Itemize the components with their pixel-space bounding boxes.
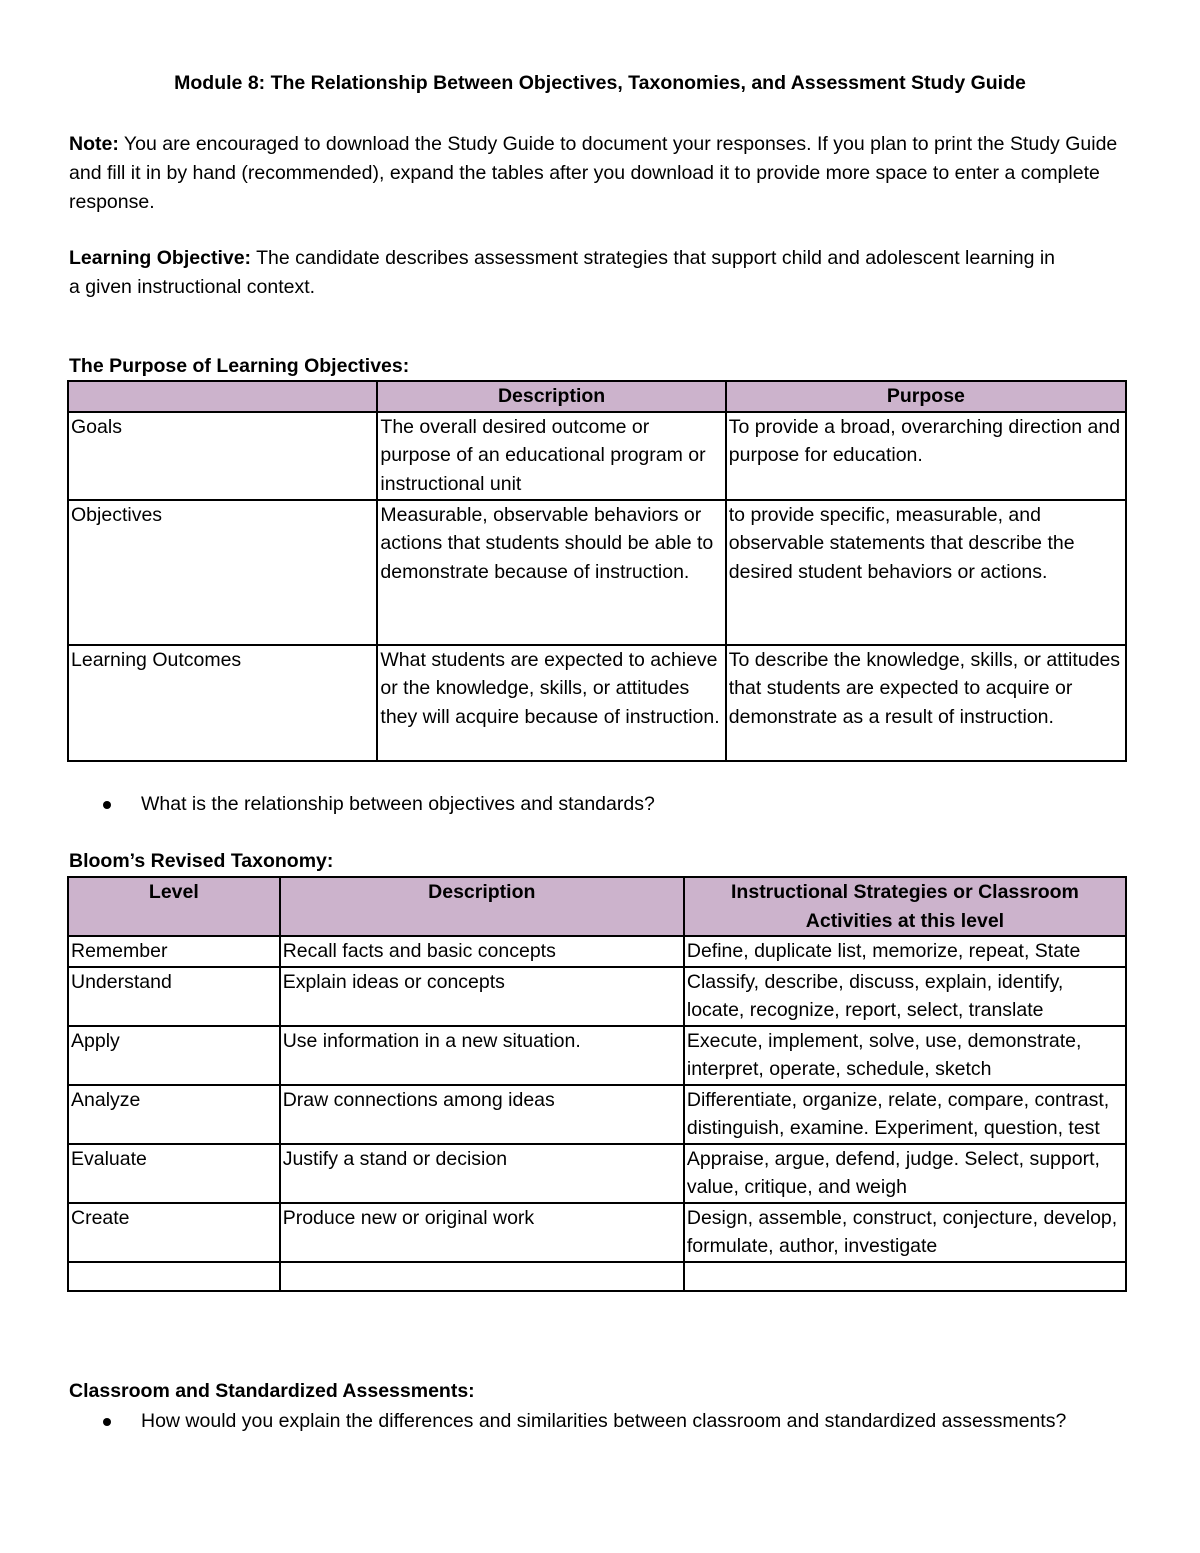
note-paragraph: [69, 130, 1131, 217]
bloom-header-level: Level: [68, 877, 280, 936]
bloom-strategies-cell: Design, assemble, construct, conjecture, develop, formulate, author, investigate: [684, 1203, 1126, 1262]
table-row: [68, 967, 1126, 1026]
table-row: [68, 1144, 1126, 1203]
bullet-icon: [103, 801, 111, 809]
purpose-purpose-cell: To describe the knowledge, skills, or attitudes that students are expected to acquire or demonstrate as a result of instruction.: [726, 645, 1126, 761]
question-text: What is the relationship between objectives and standards?: [141, 793, 655, 815]
bullet-icon: [103, 1418, 111, 1426]
bloom-description-cell: Draw connections among ideas: [280, 1085, 684, 1144]
bloom-description-cell: Produce new or original work: [280, 1203, 684, 1262]
note-text: You are encouraged to download the Study Guide to document your responses. If you plan to print the Study Guide and fill it in by hand (recommended), expand the tables after you download it to provide more space to enter a complete response.: [69, 133, 1118, 213]
bloom-header-description: Description: [280, 877, 684, 936]
table-row: [68, 1026, 1126, 1085]
learning-objective-text: The candidate describes assessment strategies that support child and adolescent learning in a given instructional context.: [69, 247, 1056, 298]
bloom-strategies-cell: Execute, implement, solve, use, demonstrate, interpret, operate, schedule, sketch: [684, 1026, 1126, 1085]
bloom-level-cell: Evaluate: [68, 1144, 280, 1203]
table-row: [68, 1203, 1126, 1262]
bloom-description-cell: Explain ideas or concepts: [280, 967, 684, 1026]
empty-cell: [684, 1262, 1126, 1291]
purpose-purpose-cell: to provide specific, measurable, and observable statements that describe the desired student behaviors or actions.: [726, 500, 1126, 645]
bloom-level-cell: Apply: [68, 1026, 280, 1085]
learning-objective-label: Learning Objective:: [69, 247, 252, 269]
empty-table-row: [68, 1262, 1126, 1291]
purpose-term-cell: Objectives: [68, 500, 377, 645]
bloom-description-cell: Recall facts and basic concepts: [280, 936, 684, 967]
purpose-description-cell: The overall desired outcome or purpose of an educational program or instructional unit: [377, 412, 725, 500]
purpose-term-cell: Goals: [68, 412, 377, 500]
bloom-description-cell: Justify a stand or decision: [280, 1144, 684, 1203]
purpose-header-blank: [68, 381, 377, 412]
purpose-table: [67, 380, 1127, 762]
bloom-level-cell: Understand: [68, 967, 280, 1026]
page-title: Module 8: The Relationship Between Objectives, Taxonomies, and Assessment Study Guide: [174, 72, 1026, 94]
empty-cell: [68, 1262, 280, 1291]
learning-objective-paragraph: [69, 244, 1069, 302]
bloom-level-cell: Analyze: [68, 1085, 280, 1144]
purpose-heading: The Purpose of Learning Objectives:: [69, 355, 410, 377]
question-text: How would you explain the differences and similarities between classroom and standardized assessments?: [141, 1410, 1067, 1432]
bloom-level-cell: Create: [68, 1203, 280, 1262]
table-row: [68, 1085, 1126, 1144]
bloom-description-cell: Use information in a new situation.: [280, 1026, 684, 1085]
table-row: [68, 500, 1126, 645]
purpose-header-row: [68, 381, 1126, 412]
purpose-term-cell: Learning Outcomes: [68, 645, 377, 761]
table-row: [68, 412, 1126, 500]
purpose-header-description: Description: [377, 381, 725, 412]
empty-cell: [280, 1262, 684, 1291]
bloom-level-cell: Remember: [68, 936, 280, 967]
note-label: Note:: [69, 133, 119, 155]
purpose-header-purpose: Purpose: [726, 381, 1126, 412]
bloom-header-row: [68, 877, 1126, 936]
table-row: [68, 645, 1126, 761]
bloom-strategies-cell: Classify, describe, discuss, explain, identify, locate, recognize, report, select, translate: [684, 967, 1126, 1026]
bloom-strategies-cell: Define, duplicate list, memorize, repeat, State: [684, 936, 1126, 967]
bloom-heading: Bloom’s Revised Taxonomy:: [69, 850, 334, 872]
purpose-purpose-cell: To provide a broad, overarching direction and purpose for education.: [726, 412, 1126, 500]
bloom-header-strategies: Instructional Strategies or Classroom Activities at this level: [684, 877, 1126, 936]
bloom-table: [67, 876, 1127, 1292]
bloom-strategies-cell: Differentiate, organize, relate, compare, contrast, distinguish, examine. Experiment, question, test: [684, 1085, 1126, 1144]
purpose-description-cell: What students are expected to achieve or the knowledge, skills, or attitudes they will acquire because of instruction.: [377, 645, 725, 761]
bloom-strategies-cell: Appraise, argue, defend, judge. Select, support, value, critique, and weigh: [684, 1144, 1126, 1203]
assessment-heading: Classroom and Standardized Assessments:: [69, 1380, 475, 1402]
purpose-description-cell: Measurable, observable behaviors or actions that students should be able to demonstrate because of instruction.: [377, 500, 725, 645]
table-row: [68, 936, 1126, 967]
